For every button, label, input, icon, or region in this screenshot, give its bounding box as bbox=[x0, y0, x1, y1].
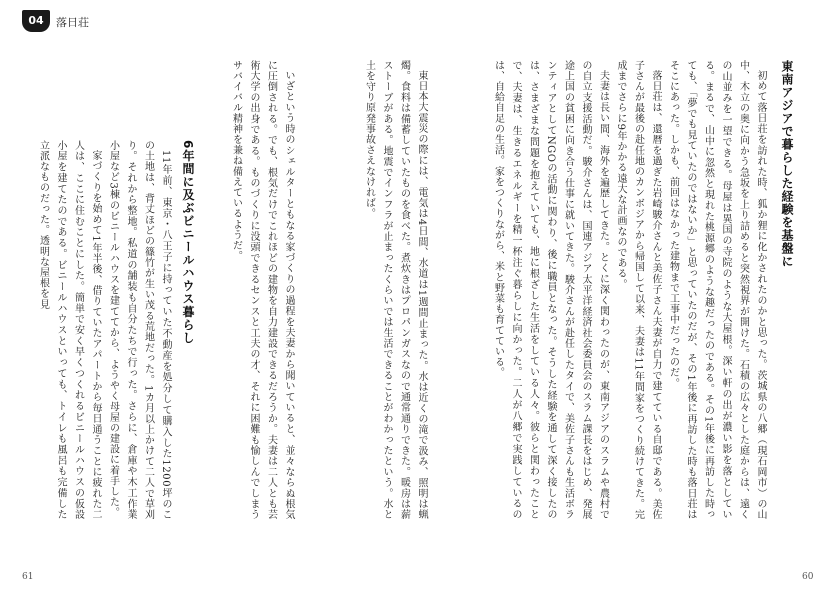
body-paragraph: 落日荘は、還暦を過ぎた岩崎駿介さんと美佐子さん夫妻が自力で建てている自邸である。美佐子さんが最後の赴任地のカンボジアから帰国して以来、夫妻は11年間家をつくり続けてきた。完成までさらに9年かかる遠大な計画なのである。 bbox=[615, 60, 661, 520]
page-number-right: 60 bbox=[802, 572, 814, 582]
body-paragraph: いざという時のシェルターともなる家づくりの過程を夫妻から聞いていると、並々ならぬ根気に圧倒される。でも、根気だけでこれほどの建物を自力建設できるだろうか。夫妻は二人とも芸術大学の出身である。ものづくりに没頭できるセンスと工夫の才、それに困難も愉しんでしまうサバイバル精神を兼ね備えているようだ。 bbox=[230, 60, 294, 520]
right-page-body bbox=[437, 60, 769, 520]
left-page-body-top bbox=[205, 60, 297, 520]
left-page-body bbox=[37, 140, 174, 520]
body-paragraph: 家づくりを始めて1年半後、借りていたアパートから毎日通うことに疲れた二人は、ここに住むことにした。簡単で安く早くつくれるビニールハウスの仮設小屋を建てたのである。ビニールハウスといっても、トイレも風呂も完備した立派なものだった。透明な屋根を見 bbox=[37, 140, 101, 520]
right-page-body-continued bbox=[300, 60, 430, 520]
body-paragraph: 夫妻は長い間、海外を遍歴してきた。とくに深く関わったのが、東南アジアのスラムや農村での自立支援活動だ。駿介さんは、国連アジア太平洋経済社会委員会のスラム課長をはじめ、発展途上国の貧困に向き合う仕事に就いてきた。駿介さんが赴任したタイで、美佐子さんも生活ボランティアとしてNGOの活動に関わり、後に職員となった。そうした経験を通して深く接したのは、さまざまな問題を抱えていても、地に根ざした生活をしている人々。彼らと関わったことで、夫妻は、生きるエネルギーを精一杯注ぐ暮らしに向かった。二人が八郷で実践しているのは、自給自足の生活。家をつくりながら、米と野菜も育てている。 bbox=[492, 60, 609, 520]
left-page-heading: 6年間に及ぶビニールハウス暮らし bbox=[181, 140, 195, 345]
body-paragraph: 11年前、東京・八王子に持っていた不動産を処分して購入した1200坪のこの土地は、背丈ほどの篠竹が生い茂る荒地だった。1カ月以上かけて二人で草刈り。それから整地。私道の舗装も自分たちで行った。さらに、倉庫や木工作業小屋など3棟のビニールハウスを建ててから、ようやく母屋の建設に着手した。 bbox=[107, 140, 171, 520]
body-paragraph: 初めて落日荘を訪れた時、狐か狸に化かされたのかと思った。茨城県の八郷（現石岡市）の山中、木立の奥に向かう急坂を上り詰めると突然視界が開けた。石積の広々とした庭からは、遠くの山並みを一望できる。母屋は異国の寺院のような大屋根。深い軒の出が濃い影を落としている。まるで、山中に忽然と現れた桃源郷のような趣だったのである。その1年後に再訪した時っても、「夢でも見ていたのではないか」と思っていたのだが、その1年後に再訪した時も落日荘はそこにあった。しかも、前回はなかった建物まで工事中だったのだ。 bbox=[667, 60, 766, 520]
body-paragraph: 東日本大震災の際には、電気は4日間、水道は1週間止まった。水は近くの滝で汲み、照明は蝋燭。食料は備蓄していたものを食べた。煮炊きはプロパンガスなので通常通りできた。暖房は薪ストーブがある。地震でインフラが止まったくらいでは生活できることがわかったという。水と土を守り原発事故さえなければ。 bbox=[363, 60, 427, 520]
right-page-heading: 東南アジアで暮らした経験を基盤に bbox=[780, 60, 794, 268]
page-number-left: 61 bbox=[22, 572, 34, 582]
chapter-title: 落日荘 bbox=[56, 16, 89, 29]
chapter-number-badge: 04 bbox=[22, 10, 50, 32]
